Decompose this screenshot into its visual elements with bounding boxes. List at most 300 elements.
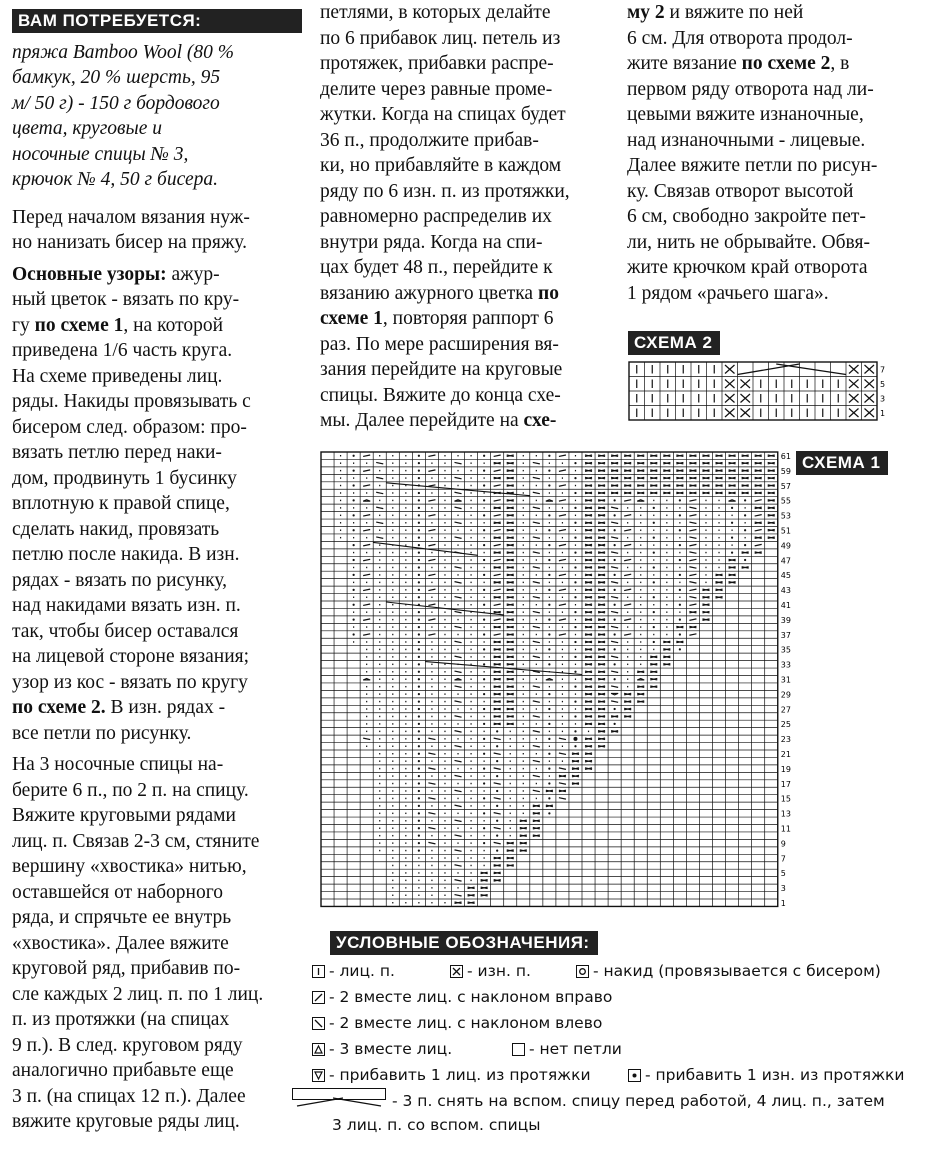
yarn-over-mark [418,716,419,717]
legend-no-stitch: - нет петли [512,1036,622,1062]
k2tog-right-mark [689,604,696,605]
yarn-over-mark [732,552,733,553]
k2tog-left-mark [428,783,435,784]
yarn-over-mark [418,589,419,590]
yarn-over-mark [549,723,550,724]
k2tog-right-mark [494,530,501,531]
row-number: 39 [780,615,791,625]
k2tog-left-mark [689,552,696,553]
k2tog-left-mark [455,597,462,598]
k2tog-left-mark [428,813,435,814]
row-number: 1 [780,898,786,908]
yarn-over-mark [418,813,419,814]
k2tog-right-mark [428,574,435,575]
k2tog-left-mark [611,671,618,672]
yarn-over-mark [418,478,419,479]
yarn-over-mark [614,500,615,501]
column-2 [320,0,600,434]
k2tog-right-mark [559,530,566,531]
k2tog-left-mark [455,701,462,702]
legend-inc-knit: - прибавить 1 лиц. из протяжки [312,1062,591,1088]
yarn-over-mark [418,641,419,642]
k2tog-left-mark [559,768,566,769]
yarn-over-mark [575,552,576,553]
yarn-over-mark [418,455,419,456]
k2tog-right-mark [494,485,501,486]
yarn-over-mark [732,537,733,538]
yarn-over-mark [418,492,419,493]
k2tog-left-mark [611,656,618,657]
legend-k2tog-right: - 2 вместе лиц. с наклоном вправо [312,984,612,1010]
yarn-over-mark [745,530,746,531]
k2tog-left-mark [455,895,462,896]
k2tog-left-mark [376,492,383,493]
yarn-over-mark [418,500,419,501]
k2tog-left-mark [611,567,618,568]
yarn-over-mark [418,537,419,538]
yarn-over-mark [679,500,680,501]
k2tog-left-mark [455,760,462,761]
yarn-over-mark [418,582,419,583]
k2tog-right-mark [624,559,631,560]
row-number: 35 [780,645,791,655]
yarn-over-mark [418,738,419,739]
k2tog-right-mark [559,455,566,456]
legend-cable: - 3 п. снять на вспом. спицу перед работой, 4 лиц. п., затем [292,1088,885,1114]
legend-k3tog: - 3 вместе лиц. [312,1036,452,1062]
k2tog-left-mark [689,507,696,508]
k2tog-left-mark [533,731,540,732]
k2tog-right-mark [559,544,566,545]
k2tog-right-mark [363,515,370,516]
k2tog-left-mark [455,865,462,866]
yarn-over-mark [497,746,498,747]
yarn-over-mark [575,582,576,583]
yarn-over-mark [575,492,576,493]
yarn-over-mark [653,507,654,508]
k2tog-left-mark [455,641,462,642]
yarn-over-mark [745,515,746,516]
yarn-over-mark [732,522,733,523]
k2tog-right-mark [363,559,370,560]
yarn-over-mark [418,805,419,806]
k3tog-symbol-icon [312,1043,325,1056]
yarn-over-mark [614,530,615,531]
k2tog-left-mark [428,768,435,769]
k3tog-mark [455,679,462,680]
row-number: 5 [780,869,786,879]
k2tog-right-mark [689,559,696,560]
k2tog-left-mark [533,716,540,717]
k2tog-left-mark [689,537,696,538]
k2tog-left-mark [611,701,618,702]
k2tog-right-mark [559,515,566,516]
k2tog-right-mark [363,589,370,590]
row-number: 9 [780,839,786,849]
k2tog-left-mark [611,522,618,523]
k2tog-right-mark [559,485,566,486]
yarn-over-mark [353,470,354,471]
row-number: 43 [780,586,791,596]
yarn-over-mark [549,589,550,590]
yarn-over-mark [418,776,419,777]
yarn-over-mark [484,530,485,531]
yarn-over-mark [497,805,498,806]
k2tog-left-mark [689,582,696,583]
k2tog-right-mark [689,634,696,635]
k2tog-right-mark [624,619,631,620]
yarn-over-mark [418,746,419,747]
yarn-over-mark [418,686,419,687]
k2tog-right-mark [428,634,435,635]
cable-symbol-icon [292,1088,386,1100]
yarn-over-mark [353,515,354,516]
yarn-over-mark [614,589,615,590]
k2tog-right-mark [428,559,435,560]
yarn-over-mark [745,560,746,561]
k2tog-left-mark [376,477,383,478]
row-number: 51 [780,526,791,536]
cast-on-paragraph: На 3 носочные спицы на- берите 6 п., по 2 п. на спицу. Вяжите круговыми рядами лиц. п. Связав 2-3 см, стяните вершину «хвостика» нитью, оставшейся от наборного ряда, и спрячьте ее внутрь «хвостика». Далее вяжите круговой ряд, прибавив по- сле каждых 2 лиц. п. по 1 лиц. п. из протяжки (на спицах 9 п.). В след. круговом ряду аналогично прибавьте еще 3 п. (на спицах 12 п.). Далее вяжите круговые ряды лиц. [12,754,264,1132]
yarn-over-mark [653,567,654,568]
k2tog-right-mark [494,515,501,516]
yarn-over-mark [614,664,615,665]
yarn-over-mark [679,634,680,635]
yarn-over-mark [353,545,354,546]
k2tog-right-mark [624,515,631,516]
yarn-over-mark [418,522,419,523]
yarn-over-mark [575,686,576,687]
yarn-over-mark [549,515,550,516]
yarn-over-mark [418,470,419,471]
legend-yarn-over: - накид (провязывается с бисером) [576,958,881,984]
schema-2-chart [628,361,900,423]
yarn-over-mark [679,545,680,546]
k2tog-right-mark [494,604,501,605]
row-number: 29 [780,690,791,700]
k2tog-left-mark [533,477,540,478]
k3tog-mark [729,500,736,501]
k2tog-right-mark [494,634,501,635]
k2tog-left-mark [611,611,618,612]
k2tog-right-mark [624,634,631,635]
k2tog-right-mark [755,530,762,531]
k2tog-right-mark [755,515,762,516]
yarn-over-mark [418,560,419,561]
yarn-over-mark [418,507,419,508]
k2tog-left-mark [455,805,462,806]
yarn-over-mark [549,604,550,605]
k2tog-left-mark [455,507,462,508]
k2tog-left-mark [533,552,540,553]
k2tog-right-mark [689,619,696,620]
row-number: 55 [780,496,791,506]
yarn-over-mark [679,619,680,620]
materials-text: пряжа Bamboo Wool (80 % бамкук, 20 % шерсть, 95 м/ 50 г) - 150 г бордового цвета, круговые и носочные спицы № 3, крючок № 4, 50 г бисера. [12,41,235,190]
yarn-over-mark [418,612,419,613]
k2tog-left-mark [494,798,501,799]
k2tog-left-mark [428,828,435,829]
yarn-over-mark [484,798,485,799]
legend-purl: - изн. п. [450,958,531,984]
k2tog-right-mark [494,619,501,620]
no-stitch-symbol-icon [512,1043,525,1056]
yarn-over-mark [575,731,576,732]
k2tog-left-mark [494,813,501,814]
yarn-over-mark [549,470,550,471]
yarn-over-mark [484,843,485,844]
k2tog-left-mark [533,507,540,508]
yarn-over-mark [549,798,550,799]
row-number: 41 [780,600,791,610]
k2tog-right-mark [624,544,631,545]
k2tog-left-mark [494,753,501,754]
schema-1-title: СХЕМА 1 [796,451,888,475]
yarn-over-mark [418,671,419,672]
k3tog-mark [637,500,644,501]
inc-purl-symbol-icon [628,1069,641,1082]
k2tog-left-mark [611,507,618,508]
k2tog-left-mark [455,656,462,657]
patterns-paragraph: Основные узоры: ажур- ный цветок - вязать по кру- гу по схеме 1, на которой приведена 1/6 часть круга. На схеме приведены лиц. ряды. Накиды провязывать с бисером след. образом: про- вязать петлю перед наки- дом, продвинуть 1 бусинку вплотную к правой спице, сделать накид, провязать петлю после накида. В изн. рядах - вязать по рисунку, над накидами вязать изн. п. так, чтобы бисер оставался на лицевой стороне вязания; узор из кос - вязать по кругу по схеме 2. В изн. рядах - все петли по рисунку. [12,263,251,744]
k2tog-left-mark [533,746,540,747]
yarn-over-mark [418,597,419,598]
yarn-over-mark [575,463,576,464]
yarn-over-mark [745,545,746,546]
yarn-over-mark [484,589,485,590]
row-number: 15 [780,794,791,804]
yarn-over-mark [549,455,550,456]
yarn-over-mark [418,761,419,762]
k2tog-left-mark [428,842,435,843]
yarn-over-mark [418,820,419,821]
yarn-over-mark [653,612,654,613]
k2tog-right-mark [494,470,501,471]
yarn-over-mark [353,485,354,486]
yarn-over-mark [679,515,680,516]
k3tog-mark [546,679,553,680]
row-number: 45 [780,571,791,581]
k2tog-left-mark [455,567,462,568]
yarn-over-mark [353,455,354,456]
k2tog-right-mark [363,604,370,605]
yarn-over-mark [614,560,615,561]
k2tog-left-mark [494,842,501,843]
k2tog-right-mark [624,589,631,590]
k2tog-right-mark [428,455,435,456]
yarn-over-mark [484,738,485,739]
k2tog-right-mark [559,574,566,575]
yarn-over-mark [484,485,485,486]
row-number: 5 [880,380,886,389]
row-number: 21 [780,749,791,759]
k2tog-right-mark [559,619,566,620]
k2tog-right-mark [363,544,370,545]
yarn-over-mark [679,649,680,650]
row-number: 37 [780,630,791,640]
k2tog-left-mark [611,582,618,583]
k2tog-left-mark [376,537,383,538]
yarn-over-mark [418,709,419,710]
k2tog-left-mark [455,820,462,821]
yarn-over-mark [418,552,419,553]
yarn-over-mark [418,679,419,680]
k2tog-left-mark [455,462,462,463]
intro-paragraph: Перед началом вязания нуж- но нанизать бисер на пряжу. [12,206,250,253]
k2tog-right-mark [363,530,370,531]
yarn-over-mark [549,753,550,754]
yarn-over-mark [679,604,680,605]
row-number: 1 [880,409,886,418]
yarn-over-mark [575,701,576,702]
k2tog-right-mark [494,574,501,575]
yarn-over-mark [353,530,354,531]
yarn-over-mark [418,619,419,620]
k2tog-right-mark [363,574,370,575]
k2tog-right-mark [494,500,501,501]
k2tog-right-mark [428,530,435,531]
legend-cable-cont: 3 лиц. п. со вспом. спицы [332,1116,541,1134]
yarn-over-mark [418,783,419,784]
k2tog-right-mark [428,485,435,486]
k2tog-right-mark [624,604,631,605]
yarn-over-mark [484,634,485,635]
yarn-over-mark [418,850,419,851]
yarn-over-mark [679,530,680,531]
k2tog-right-mark [624,500,631,501]
k2tog-left-mark [611,597,618,598]
yarn-over-mark [418,768,419,769]
yarn-over-mark [549,634,550,635]
yarn-over-mark [418,835,419,836]
k2tog-right-mark [624,530,631,531]
k2tog-right-mark [559,634,566,635]
k2tog-right-mark [494,559,501,560]
k2tog-left-mark [455,731,462,732]
yarn-over-mark [575,478,576,479]
k2tog-right-mark [755,500,762,501]
k3tog-mark [363,500,370,501]
yarn-over-mark [549,664,550,665]
row-number: 49 [780,541,791,551]
k2tog-left-mark [428,753,435,754]
yarn-over-mark [418,701,419,702]
yarn-over-mark [353,604,354,605]
yarn-over-mark [418,753,419,754]
row-number: 25 [780,720,791,730]
yarn-over-mark [484,768,485,769]
k3tog-mark [363,679,370,680]
k2tog-right-mark [689,515,696,516]
k2tog-left-mark [533,760,540,761]
yarn-over-mark [614,723,615,724]
k2tog-right-mark [428,619,435,620]
yarn-over-mark [549,768,550,769]
yarn-over-mark [418,463,419,464]
yarn-over-mark [614,619,615,620]
yarn-over-mark [549,545,550,546]
k2tog-right-mark [428,470,435,471]
k2tog-right-mark [428,515,435,516]
k2tog-right-mark [363,619,370,620]
yarn-over-symbol-icon [576,965,589,978]
column-1 [12,8,302,1135]
yarn-over-mark [653,522,654,523]
yarn-over-mark [575,507,576,508]
yarn-over-mark [575,597,576,598]
yarn-over-mark [418,567,419,568]
column-3 [627,0,919,306]
yarn-over-mark [549,649,550,650]
inc-purl-mark [573,737,577,741]
yarn-over-mark [549,694,550,695]
k2tog-right-mark [559,470,566,471]
yarn-over-mark [497,850,498,851]
k2tog-right-mark [559,500,566,501]
row-number: 53 [780,511,791,521]
yarn-over-mark [418,694,419,695]
k2tog-left-mark [455,790,462,791]
k2tog-right-mark [559,589,566,590]
yarn-over-mark [484,709,485,710]
yarn-over-mark [575,567,576,568]
yarn-over-mark [353,619,354,620]
yarn-over-mark [653,582,654,583]
k2tog-left-mark [455,611,462,612]
k2tog-right-mark [624,574,631,575]
yarn-over-mark [353,574,354,575]
yarn-over-mark [484,619,485,620]
yarn-over-mark [353,634,354,635]
inc-knit-mark [611,693,618,694]
knit-symbol-icon [312,965,325,978]
yarn-over-mark [484,679,485,680]
yarn-over-mark [679,574,680,575]
k2tog-left-mark [455,671,462,672]
k2tog-left-mark [428,738,435,739]
k2tog-left-mark [455,626,462,627]
k2tog-left-mark [689,522,696,523]
yarn-over-mark [484,515,485,516]
yarn-over-mark [614,649,615,650]
k2tog-right-mark [494,544,501,545]
k2tog-left-mark [559,738,566,739]
row-number: 57 [780,481,791,491]
yarn-over-mark [575,656,576,657]
k2tog-left-mark [611,641,618,642]
yarn-over-mark [418,515,419,516]
k2tog-right-mark [755,544,762,545]
yarn-over-mark [614,634,615,635]
yarn-over-mark [353,560,354,561]
yarn-over-mark [614,515,615,516]
k2tog-left-mark [376,462,383,463]
yarn-over-mark [418,574,419,575]
yarn-over-mark [418,530,419,531]
column-3-text: му 2 и вяжите по ней 6 см. Для отворота продол- жите вязание по схеме 2, в первом ряду отворота над ли- цевыми вяжите изнаночные, над изнаночными - лицевые. Далее вяжите петли по рисун- ку. Связав отворот высотой 6 см, свободно закройте пет- ли, нить не обрывайте. Обвя- жите крючком край отворота 1 рядом «рачьего шага». [627,2,878,304]
row-number: 13 [780,809,791,819]
yarn-over-mark [484,574,485,575]
row-number: 27 [780,705,791,715]
k2tog-left-mark [428,798,435,799]
k2tog-right-mark [428,544,435,545]
yarn-over-mark [549,783,550,784]
yarn-over-mark [679,589,680,590]
row-number: 61 [780,451,791,461]
row-number: 19 [780,764,791,774]
k2tog-left-mark [455,850,462,851]
schema-2-title: СХЕМА 2 [628,331,720,355]
